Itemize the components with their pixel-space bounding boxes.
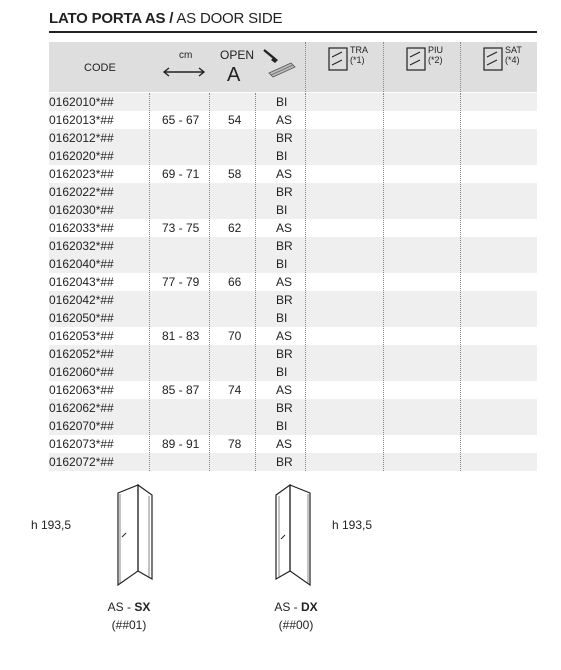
cell-type: BR — [276, 239, 293, 253]
cell-type: BI — [276, 149, 288, 163]
table-row — [49, 255, 537, 273]
cell-type: BR — [276, 455, 293, 469]
cell-type: BI — [276, 419, 288, 433]
cell-type: BR — [276, 293, 293, 307]
label-sx — [89, 600, 169, 614]
header-open: OPEN — [220, 48, 255, 62]
cell-type: BR — [276, 347, 293, 361]
cell-open: 74 — [228, 383, 242, 397]
cell-code: 0162050*## — [49, 311, 114, 325]
header-cm: cm — [179, 50, 193, 61]
glass-sat-note: (*4) — [505, 55, 520, 65]
profile-tool-icon — [261, 47, 297, 83]
label-sx-code: (##01) — [111, 618, 147, 632]
column-divider — [460, 93, 461, 471]
table-row — [49, 345, 537, 363]
glass-tra-name: TRA — [350, 45, 368, 55]
glass-icon — [406, 47, 426, 71]
table-row — [49, 219, 537, 237]
cell-type: BR — [276, 401, 293, 415]
product-table — [49, 93, 537, 471]
table-row — [49, 93, 537, 111]
cell-code: 0162030*## — [49, 203, 114, 217]
label-sx-prefix: AS - — [107, 600, 135, 614]
title-rest: AS DOOR SIDE — [176, 10, 283, 27]
table-header — [49, 42, 537, 92]
cell-type: BR — [276, 131, 293, 145]
door-panel-dx — [270, 483, 314, 589]
cell-code: 0162010*## — [49, 95, 114, 109]
glass-tra-note: (*1) — [350, 55, 365, 65]
cell-code: 0162070*## — [49, 419, 114, 433]
label-dx-prefix: AS - — [274, 600, 301, 614]
cell-code: 0162013*## — [49, 113, 114, 127]
table-row — [49, 201, 537, 219]
glass-sat-name: SAT — [505, 45, 522, 55]
cell-code: 0162053*## — [49, 329, 114, 343]
column-divider — [209, 93, 210, 471]
cell-type: AS — [276, 167, 293, 181]
cell-type: AS — [276, 221, 293, 235]
label-dx — [256, 600, 336, 614]
cell-open: 66 — [228, 275, 242, 289]
cell-code: 0162020*## — [49, 149, 114, 163]
cell-code: 0162040*## — [49, 257, 114, 271]
glass-piu — [406, 45, 444, 76]
cell-cm: 85 - 87 — [162, 383, 200, 397]
cell-open: 58 — [228, 167, 242, 181]
cell-type: AS — [276, 113, 293, 127]
cell-code: 0162023*## — [49, 167, 114, 181]
cell-type: AS — [276, 383, 293, 397]
cell-cm: 89 - 91 — [162, 437, 200, 451]
table-row — [49, 381, 537, 399]
glass-piu-name: PIU — [428, 45, 444, 55]
label-dx-code: (##00) — [278, 618, 314, 632]
cell-code: 0162032*## — [49, 239, 114, 253]
door-panel-sx — [114, 483, 158, 589]
glass-sat — [483, 45, 522, 76]
header-divider — [460, 42, 461, 92]
column-divider — [149, 93, 150, 471]
title-bold: LATO PORTA AS / — [49, 10, 174, 27]
height-label-right: h 193,5 — [332, 518, 373, 532]
cell-open: 54 — [228, 113, 242, 127]
glass-piu-note: (*2) — [428, 55, 443, 65]
table-row — [49, 363, 537, 381]
cell-type: AS — [276, 437, 293, 451]
glass-icon — [328, 47, 348, 71]
cell-open: 62 — [228, 221, 242, 235]
cell-code: 0162022*## — [49, 185, 114, 199]
table-row — [49, 147, 537, 165]
table-row — [49, 165, 537, 183]
table-row — [49, 111, 537, 129]
cell-cm: 65 - 67 — [162, 113, 200, 127]
cell-type: BR — [276, 185, 293, 199]
column-divider — [255, 93, 256, 471]
table-row — [49, 129, 537, 147]
cell-code: 0162073*## — [49, 437, 114, 451]
cell-code: 0162043*## — [49, 275, 114, 289]
label-sx-side: SX — [134, 600, 151, 614]
cell-cm: 77 - 79 — [162, 275, 200, 289]
cell-code: 0162033*## — [49, 221, 114, 235]
page-title — [49, 10, 282, 27]
cell-cm: 81 - 83 — [162, 329, 200, 343]
cell-type: AS — [276, 329, 293, 343]
table-row — [49, 237, 537, 255]
cell-code: 0162060*## — [49, 365, 114, 379]
cell-open: 70 — [228, 329, 242, 343]
cell-code: 0162072*## — [49, 455, 114, 469]
cell-cm: 69 - 71 — [162, 167, 200, 181]
cell-type: BI — [276, 311, 288, 325]
column-divider — [305, 93, 306, 471]
column-divider — [383, 93, 384, 471]
title-rule — [49, 31, 537, 33]
cell-type: BI — [276, 257, 288, 271]
table-row — [49, 273, 537, 291]
table-row — [49, 291, 537, 309]
header-code: CODE — [84, 62, 116, 74]
table-row — [49, 183, 537, 201]
table-row — [49, 399, 537, 417]
glass-icon — [483, 47, 503, 71]
glass-tra — [328, 45, 368, 76]
cell-type: BI — [276, 365, 288, 379]
header-divider — [383, 42, 384, 92]
height-label-left: h 193,5 — [31, 518, 72, 532]
header-open-letter: A — [227, 64, 241, 86]
cell-cm: 73 - 75 — [162, 221, 200, 235]
cell-code: 0162042*## — [49, 293, 114, 307]
table-row — [49, 309, 537, 327]
table-row — [49, 417, 537, 435]
cell-type: AS — [276, 275, 293, 289]
cell-code: 0162063*## — [49, 383, 114, 397]
cell-open: 78 — [228, 437, 242, 451]
table-row — [49, 327, 537, 345]
label-dx-side: DX — [301, 600, 318, 614]
cell-type: BI — [276, 203, 288, 217]
cell-code: 0162062*## — [49, 401, 114, 415]
table-row — [49, 453, 537, 471]
header-divider — [305, 42, 306, 92]
cell-code: 0162012*## — [49, 131, 114, 145]
width-arrow-icon — [162, 67, 206, 77]
cell-code: 0162052*## — [49, 347, 114, 361]
table-row — [49, 435, 537, 453]
cell-type: BI — [276, 95, 288, 109]
